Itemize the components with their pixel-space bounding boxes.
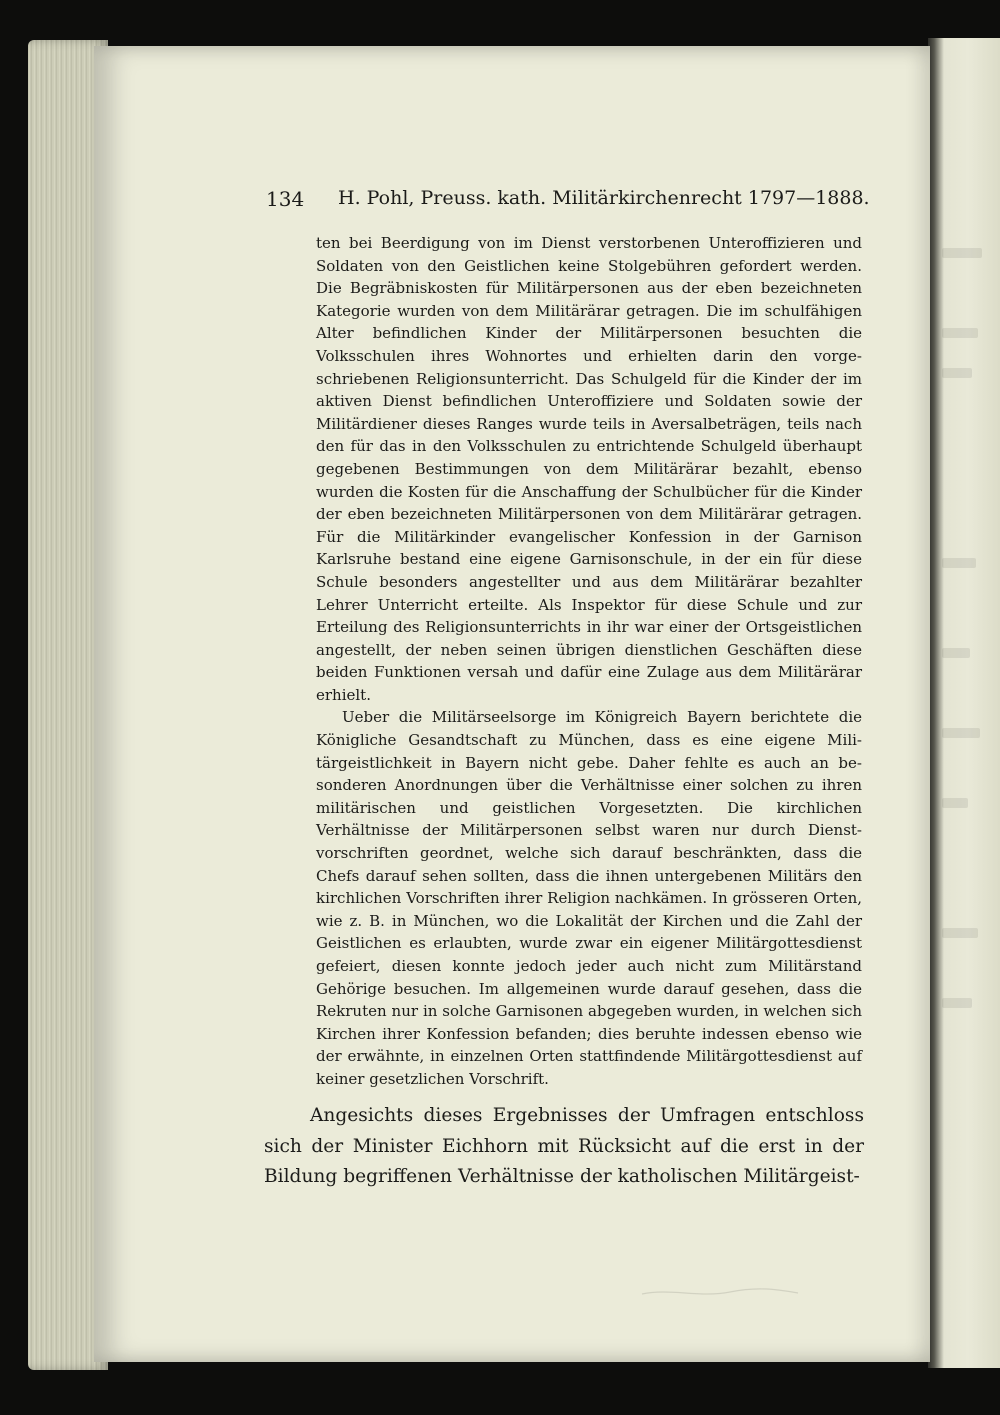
facing-page-edge bbox=[928, 38, 1000, 1368]
page-number: 134 bbox=[266, 187, 305, 211]
paragraph-conclusion: Angesichts dieses Ergebnisses der Umfragen entschloss sich der Minister Eichhorn mit Rücksicht auf die erst in der Bildung begriffenen Verhältnisse der katholischen Militärgeist- bbox=[264, 1105, 864, 1188]
large-print-body bbox=[264, 1101, 864, 1193]
small-print-body bbox=[316, 232, 862, 1091]
pencil-scribble bbox=[640, 1284, 800, 1300]
running-title: H. Pohl, Preuss. kath. Militärkirchenrecht 1797—1888. bbox=[338, 187, 870, 209]
paragraph-bavaria: Ueber die Militärseelsorge im Königreich Bayern berichtete die Königliche Gesandtschaft zu München, dass es eine eigene Militärgeistlichkeit in Bayern nicht gebe. Daher fehlte es auch an besonderen Anordnungen über die Verhältnisse einer solchen zu ihren militärischen und geistlichen Vorgesetzten. Die kirchlichen Verhältnisse der Militärpersonen selbst waren nur durch Dienstvorschriften geordnet, welche sich darauf beschränkten, dass die Chefs darauf sehen sollten, dass die ihnen untergebenen Militärs den kirchlichen Vorschriften ihrer Religion nachkämen. In grösseren Orten, wie z. B. in München, wo die Lokalität der Kirchen und die Zahl der Geistlichen es erlaubten, wurde zwar ein eigener Militärgottesdienst gefeiert, diesen konnte jedoch jeder auch nicht zum Militärstand Gehörige besuchen. Im allgemeinen wurde darauf gesehen, dass die Rekruten nur in solche Garnisonen abgegeben wurden, in welchen sich Kirchen ihrer Konfession befanden; dies beruhte indessen ebenso wie der erwähnte, in einzelnen Orten stattfindende Militärgottesdienst auf keiner gesetzlichen Vorschrift. bbox=[316, 708, 862, 1088]
paragraph-continuation: ten bei Beerdigung von im Dienst verstorbenen Unteroffizieren und Soldaten von den Geistlichen keine Stolgebühren gefordert werden. Die Begräbniskosten für Militärpersonen aus der eben bezeichneten Kategorie wurden von dem Militärärar getragen. Die im schulfähigen Alter befindlichen Kinder der Militärpersonen besuchten die Volksschulen ihres Wohnortes und erhielten darin den vorgeschriebenen Religionsunterricht. Das Schulgeld für die Kinder der im aktiven Dienst befindlichen Unteroffiziere und Soldaten sowie der Militärdiener dieses Ranges wurde teils in Aversalbeträgen, teils nach den für das in den Volksschulen zu entrichtende Schulgeld überhaupt gegebenen Bestimmungen von dem Militärärar bezahlt, ebenso wurden die Kosten für die Anschaffung der Schulbücher für die Kinder der eben bezeichneten Militärpersonen von dem Militärärar getragen. Für die Militärkinder evangelischer Konfession in der Garnison Karlsruhe bestand eine eigene Garnisonschule, in der ein für diese Schule besonders angestellter und aus dem Militärärar bezahlter Lehrer Unterricht erteilte. Als Inspektor für diese Schule und zur Erteilung des Religionsunterrichts in ihr war einer der Ortsgeistlichen angestellt, der neben seinen übrigen dienstlichen Geschäften diese beiden Funktionen versah und dafür eine Zulage aus dem Militärärar erhielt. bbox=[316, 234, 862, 704]
page-header bbox=[266, 187, 870, 213]
